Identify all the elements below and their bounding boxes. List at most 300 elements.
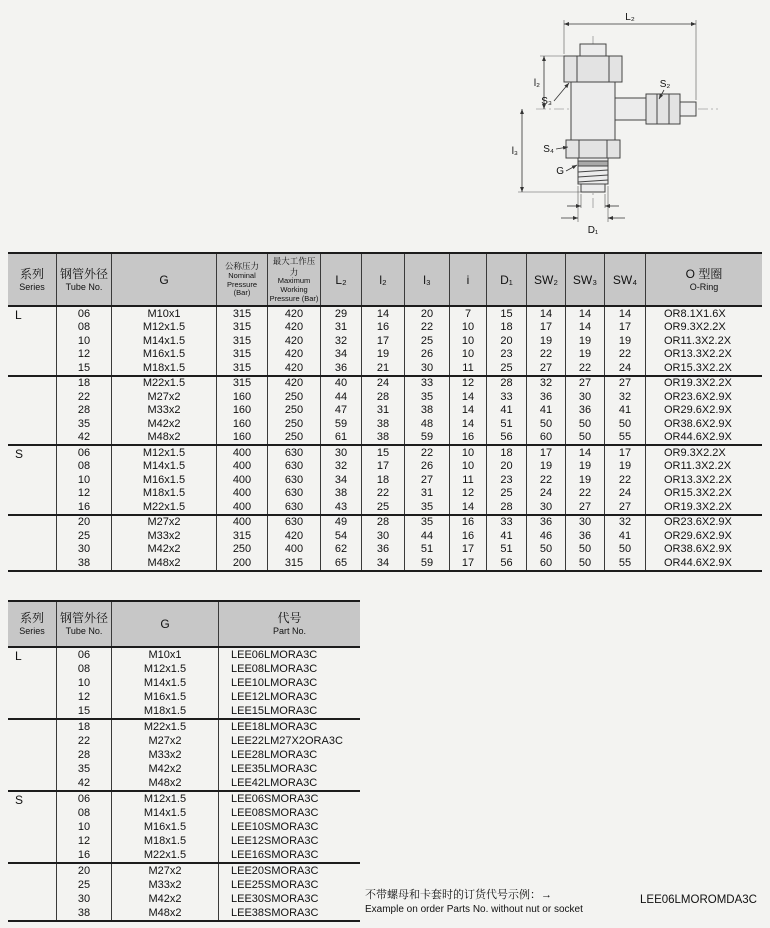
table-row <box>8 361 762 376</box>
cell: 28 <box>57 404 112 418</box>
cell: 24 <box>605 487 646 501</box>
cell: 35 <box>57 762 112 776</box>
table-row <box>8 776 360 791</box>
cell: 49 <box>321 515 362 530</box>
cell: 50 <box>527 543 566 557</box>
cell: 250 <box>268 417 321 431</box>
cell: 27 <box>527 361 566 376</box>
cell: 30 <box>566 515 605 530</box>
cell: LEE08LMORA3C <box>219 662 361 676</box>
table-row <box>8 515 762 530</box>
series-label <box>8 719 57 791</box>
cell: 38 <box>57 906 112 921</box>
cell: 44 <box>321 390 362 404</box>
cell: 12 <box>57 690 112 704</box>
cell: 26 <box>405 348 450 362</box>
cell: 16 <box>362 321 405 335</box>
table-row <box>8 791 360 806</box>
cell: 50 <box>605 543 646 557</box>
cell: 36 <box>362 543 405 557</box>
cell: 16 <box>57 848 112 863</box>
cell: M27x2 <box>112 515 217 530</box>
cell: M12x1.5 <box>112 791 219 806</box>
cell: 22 <box>566 361 605 376</box>
cell: 16 <box>450 515 487 530</box>
cell: 27 <box>605 500 646 515</box>
table-row <box>8 445 762 460</box>
table-row <box>8 878 360 892</box>
cell: M27x2 <box>112 390 217 404</box>
cell: 36 <box>321 361 362 376</box>
cell: 19 <box>566 348 605 362</box>
cell: M48x2 <box>112 906 219 921</box>
dim-label-S3: S₃ <box>541 96 552 107</box>
table-row <box>8 906 360 921</box>
cell: 31 <box>321 321 362 335</box>
cell: 36 <box>566 404 605 418</box>
cell: 31 <box>405 487 450 501</box>
centerlines <box>533 36 718 208</box>
cell: 200 <box>217 556 268 571</box>
cell: 41 <box>487 529 527 543</box>
cell: M18x1.5 <box>112 834 219 848</box>
cell: LEE22LM27X2ORA3C <box>219 734 361 748</box>
cell: 50 <box>527 417 566 431</box>
table-row <box>8 647 360 662</box>
cell: 12 <box>450 487 487 501</box>
cell: 32 <box>527 376 566 391</box>
cell: 12 <box>450 376 487 391</box>
cell: 18 <box>57 719 112 734</box>
table-row <box>8 892 360 906</box>
cell: 06 <box>57 306 112 321</box>
series-label <box>8 863 57 921</box>
cell: 18 <box>362 473 405 487</box>
cell: M12x1.5 <box>112 445 217 460</box>
cell: M14x1.5 <box>112 460 217 474</box>
table-row <box>8 529 762 543</box>
cell: 21 <box>362 361 405 376</box>
cell: M18x1.5 <box>112 361 217 376</box>
cell: 08 <box>57 321 112 335</box>
cell: 315 <box>217 334 268 348</box>
cell: 12 <box>57 834 112 848</box>
cell: M10x1 <box>112 647 219 662</box>
column-header: 公称压力 Nominal Pressure (Bar) <box>217 253 268 306</box>
cell: 36 <box>527 390 566 404</box>
cell: 14 <box>566 306 605 321</box>
series-label: S <box>8 791 57 863</box>
cell: 315 <box>217 321 268 335</box>
column-header: 钢管外径 Tube No. <box>57 601 112 647</box>
cell: 250 <box>268 431 321 446</box>
cell: 24 <box>527 487 566 501</box>
cell: 10 <box>57 820 112 834</box>
cell: LEE08SMORA3C <box>219 806 361 820</box>
cell: M33x2 <box>112 529 217 543</box>
cell: 35 <box>405 500 450 515</box>
column-header: O 型圈 O-Ring <box>646 253 763 306</box>
cell: 12 <box>57 348 112 362</box>
cell: 32 <box>605 390 646 404</box>
cell: 22 <box>605 348 646 362</box>
cell: 24 <box>605 361 646 376</box>
cell: M12x1.5 <box>112 662 219 676</box>
cell: 35 <box>405 515 450 530</box>
series-label: L <box>15 649 22 663</box>
cell: 12 <box>57 487 112 501</box>
cell: M14x1.5 <box>112 676 219 690</box>
cell: M22x1.5 <box>112 848 219 863</box>
fitting-outline <box>564 44 696 192</box>
cell: 19 <box>566 334 605 348</box>
cell: OR9.3X2.2X <box>646 321 763 335</box>
cell: 25 <box>405 334 450 348</box>
cell: LEE12LMORA3C <box>219 690 361 704</box>
cell: 06 <box>57 791 112 806</box>
cell: M33x2 <box>112 878 219 892</box>
table-row <box>8 690 360 704</box>
cell: OR23.6X2.9X <box>646 390 763 404</box>
cell: LEE10LMORA3C <box>219 676 361 690</box>
cell: 160 <box>217 417 268 431</box>
cell: OR15.3X2.2X <box>646 487 763 501</box>
series-label <box>8 376 57 446</box>
cell: 51 <box>487 543 527 557</box>
cell: OR11.3X2.2X <box>646 334 763 348</box>
column-header: G <box>112 601 219 647</box>
cell: 28 <box>487 376 527 391</box>
cell: 26 <box>405 460 450 474</box>
cell: 23 <box>487 348 527 362</box>
cell: 400 <box>217 473 268 487</box>
cell: 17 <box>362 460 405 474</box>
cell: 33 <box>487 390 527 404</box>
cell: M27x2 <box>112 734 219 748</box>
cell: 06 <box>57 647 112 662</box>
cell: LEE10SMORA3C <box>219 820 361 834</box>
column-header: 最大工作压力 Maximum Working Pressure (Bar) <box>268 253 321 306</box>
cell: 250 <box>268 404 321 418</box>
table-row <box>8 417 762 431</box>
column-header: 系列 Series <box>8 253 57 306</box>
cell: 17 <box>527 321 566 335</box>
cell: 17 <box>605 445 646 460</box>
cell: 50 <box>566 556 605 571</box>
cell: 19 <box>566 460 605 474</box>
cell: M16x1.5 <box>112 473 217 487</box>
cell: 16 <box>450 529 487 543</box>
cell: 400 <box>217 445 268 460</box>
cell: 29 <box>321 306 362 321</box>
table-row <box>8 543 762 557</box>
cell: M22x1.5 <box>112 719 219 734</box>
cell: 22 <box>57 390 112 404</box>
cell: 30 <box>527 500 566 515</box>
cell: 33 <box>405 376 450 391</box>
cell: 23 <box>487 473 527 487</box>
table-row <box>8 704 360 719</box>
dim-label-L2: L₂ <box>625 12 635 23</box>
table-row <box>8 487 762 501</box>
table-row <box>8 848 360 863</box>
cell: 18 <box>57 376 112 391</box>
cell: 28 <box>362 515 405 530</box>
column-header: D₁ <box>487 253 527 306</box>
cell: M22x1.5 <box>112 500 217 515</box>
cell: LEE35LMORA3C <box>219 762 361 776</box>
cell: 250 <box>268 390 321 404</box>
cell: 400 <box>217 460 268 474</box>
cell: 30 <box>321 445 362 460</box>
cell: 65 <box>321 556 362 571</box>
table-row <box>8 662 360 676</box>
cell: LEE18LMORA3C <box>219 719 361 734</box>
table-row <box>8 460 762 474</box>
cell: M12x1.5 <box>112 321 217 335</box>
cell: 14 <box>605 306 646 321</box>
cell: 420 <box>268 376 321 391</box>
cell: 50 <box>566 431 605 446</box>
cell: 630 <box>268 445 321 460</box>
cell: 160 <box>217 431 268 446</box>
cell: 19 <box>362 348 405 362</box>
cell: OR38.6X2.9X <box>646 543 763 557</box>
cell: M27x2 <box>112 863 219 878</box>
cell: 50 <box>566 543 605 557</box>
table-row <box>8 734 360 748</box>
cell: 32 <box>321 334 362 348</box>
cell: LEE06SMORA3C <box>219 791 361 806</box>
cell: 56 <box>487 556 527 571</box>
cell: M48x2 <box>112 556 217 571</box>
cell: 10 <box>450 348 487 362</box>
cell: 630 <box>268 500 321 515</box>
table-row <box>8 390 762 404</box>
column-header: l₃ <box>405 253 450 306</box>
cell: 400 <box>217 500 268 515</box>
cell: M16x1.5 <box>112 690 219 704</box>
cell: OR29.6X2.9X <box>646 404 763 418</box>
cell: 20 <box>57 515 112 530</box>
dim-label-l2: l₂ <box>533 78 540 89</box>
table-row <box>8 556 762 571</box>
cell: 420 <box>268 361 321 376</box>
cell: 20 <box>57 863 112 878</box>
cell: 38 <box>321 487 362 501</box>
cell: 24 <box>362 376 405 391</box>
cell: 315 <box>217 376 268 391</box>
cell: 14 <box>450 390 487 404</box>
cell: 22 <box>527 473 566 487</box>
cell: 38 <box>362 431 405 446</box>
cell: 50 <box>566 417 605 431</box>
cell: 19 <box>605 460 646 474</box>
cell: 08 <box>57 662 112 676</box>
cell: 315 <box>217 348 268 362</box>
cell: 22 <box>362 487 405 501</box>
cell: 59 <box>405 431 450 446</box>
dim-label-l3: l₃ <box>511 146 518 157</box>
cell: 19 <box>527 334 566 348</box>
cell: 20 <box>487 334 527 348</box>
dimension-table <box>8 252 762 572</box>
cell: 50 <box>605 417 646 431</box>
table-row <box>8 334 762 348</box>
cell: LEE28LMORA3C <box>219 748 361 762</box>
cell: OR13.3X2.2X <box>646 348 763 362</box>
cell: LEE42LMORA3C <box>219 776 361 791</box>
cell: M22x1.5 <box>112 376 217 391</box>
cell: 55 <box>605 431 646 446</box>
cell: 14 <box>566 321 605 335</box>
cell: 22 <box>527 348 566 362</box>
cell: M48x2 <box>112 431 217 446</box>
cell: OR38.6X2.9X <box>646 417 763 431</box>
cell: 59 <box>321 417 362 431</box>
cell: 41 <box>527 404 566 418</box>
table-row <box>8 321 762 335</box>
cell: OR9.3X2.2X <box>646 445 763 460</box>
table-row <box>8 431 762 446</box>
cell: M33x2 <box>112 748 219 762</box>
cell: 30 <box>57 892 112 906</box>
cell: 22 <box>57 734 112 748</box>
cell: 60 <box>527 431 566 446</box>
table-row <box>8 834 360 848</box>
cell: 160 <box>217 404 268 418</box>
cell: 30 <box>566 390 605 404</box>
cell: 14 <box>450 500 487 515</box>
cell: 54 <box>321 529 362 543</box>
cell: 28 <box>57 748 112 762</box>
cell: 630 <box>268 515 321 530</box>
table-row <box>8 306 762 321</box>
cell: 10 <box>57 334 112 348</box>
cell: 06 <box>57 445 112 460</box>
cell: 14 <box>362 306 405 321</box>
cell: 31 <box>362 404 405 418</box>
cell: 17 <box>450 556 487 571</box>
cell: 14 <box>566 445 605 460</box>
cell: 10 <box>450 334 487 348</box>
cell: 56 <box>487 431 527 446</box>
cell: 315 <box>217 361 268 376</box>
cell: 11 <box>450 473 487 487</box>
cell: OR8.1X1.6X <box>646 306 763 321</box>
cell: 27 <box>605 376 646 391</box>
order-note-zh: 不带螺母和卡套时的订货代号示例：→ <box>365 889 552 901</box>
cell: 25 <box>362 500 405 515</box>
column-header: i <box>450 253 487 306</box>
cell: OR19.3X2.2X <box>646 376 763 391</box>
cell: 17 <box>605 321 646 335</box>
table-row <box>8 376 762 391</box>
cell: OR29.6X2.9X <box>646 529 763 543</box>
column-header: 钢管外径 Tube No. <box>57 253 112 306</box>
cell: 630 <box>268 487 321 501</box>
cell: LEE06LMORA3C <box>219 647 361 662</box>
table-row <box>8 473 762 487</box>
cell: 51 <box>405 543 450 557</box>
example-part-number: LEE06LMOROMDA3C <box>640 894 757 906</box>
cell: 315 <box>268 556 321 571</box>
cell: M16x1.5 <box>112 820 219 834</box>
cell: 10 <box>57 473 112 487</box>
cell: 41 <box>605 529 646 543</box>
cell: 10 <box>57 676 112 690</box>
cell: 08 <box>57 460 112 474</box>
cell: LEE20SMORA3C <box>219 863 361 878</box>
cell: 19 <box>527 460 566 474</box>
cell: 46 <box>527 529 566 543</box>
series-label: S <box>8 445 57 515</box>
cell: OR44.6X2.9X <box>646 556 763 571</box>
cell: 315 <box>217 306 268 321</box>
cell: 61 <box>321 431 362 446</box>
cell: 15 <box>362 445 405 460</box>
cell: LEE16SMORA3C <box>219 848 361 863</box>
cell: 14 <box>450 417 487 431</box>
column-header: 系列 Series <box>8 601 57 647</box>
cell: 62 <box>321 543 362 557</box>
cell: 420 <box>268 348 321 362</box>
cell: M16x1.5 <box>112 348 217 362</box>
cell: 15 <box>487 306 527 321</box>
cell: 250 <box>217 543 268 557</box>
cell: M42x2 <box>112 892 219 906</box>
cell: 27 <box>566 500 605 515</box>
cell: OR15.3X2.2X <box>646 361 763 376</box>
cell: 35 <box>57 417 112 431</box>
cell: 30 <box>405 361 450 376</box>
column-header: 代号 Part No. <box>219 601 361 647</box>
cell: 42 <box>57 776 112 791</box>
cell: 25 <box>487 487 527 501</box>
cell: 36 <box>527 515 566 530</box>
dim-label-S2: S₂ <box>659 79 671 90</box>
cell: 400 <box>217 487 268 501</box>
series-label: L <box>15 308 22 323</box>
cell: 22 <box>405 321 450 335</box>
cell: 20 <box>487 460 527 474</box>
cell: OR23.6X2.9X <box>646 515 763 530</box>
cell: 15 <box>57 704 112 719</box>
column-header: G <box>112 253 217 306</box>
cell: 17 <box>450 543 487 557</box>
cell: 60 <box>527 556 566 571</box>
cell: M18x1.5 <box>112 704 219 719</box>
cell: M14x1.5 <box>112 334 217 348</box>
cell: 19 <box>566 473 605 487</box>
cell: 25 <box>487 361 527 376</box>
cell: 34 <box>321 473 362 487</box>
cell: 420 <box>268 321 321 335</box>
series-label <box>8 515 57 571</box>
cell: 32 <box>605 515 646 530</box>
cell: 40 <box>321 376 362 391</box>
cell: 41 <box>487 404 527 418</box>
cell: 17 <box>527 445 566 460</box>
cell: M42x2 <box>112 543 217 557</box>
cell: M33x2 <box>112 404 217 418</box>
cell: M14x1.5 <box>112 806 219 820</box>
cell: 38 <box>57 556 112 571</box>
cell: 22 <box>566 487 605 501</box>
cell: 08 <box>57 806 112 820</box>
cell: M18x1.5 <box>112 487 217 501</box>
cell: 27 <box>566 376 605 391</box>
